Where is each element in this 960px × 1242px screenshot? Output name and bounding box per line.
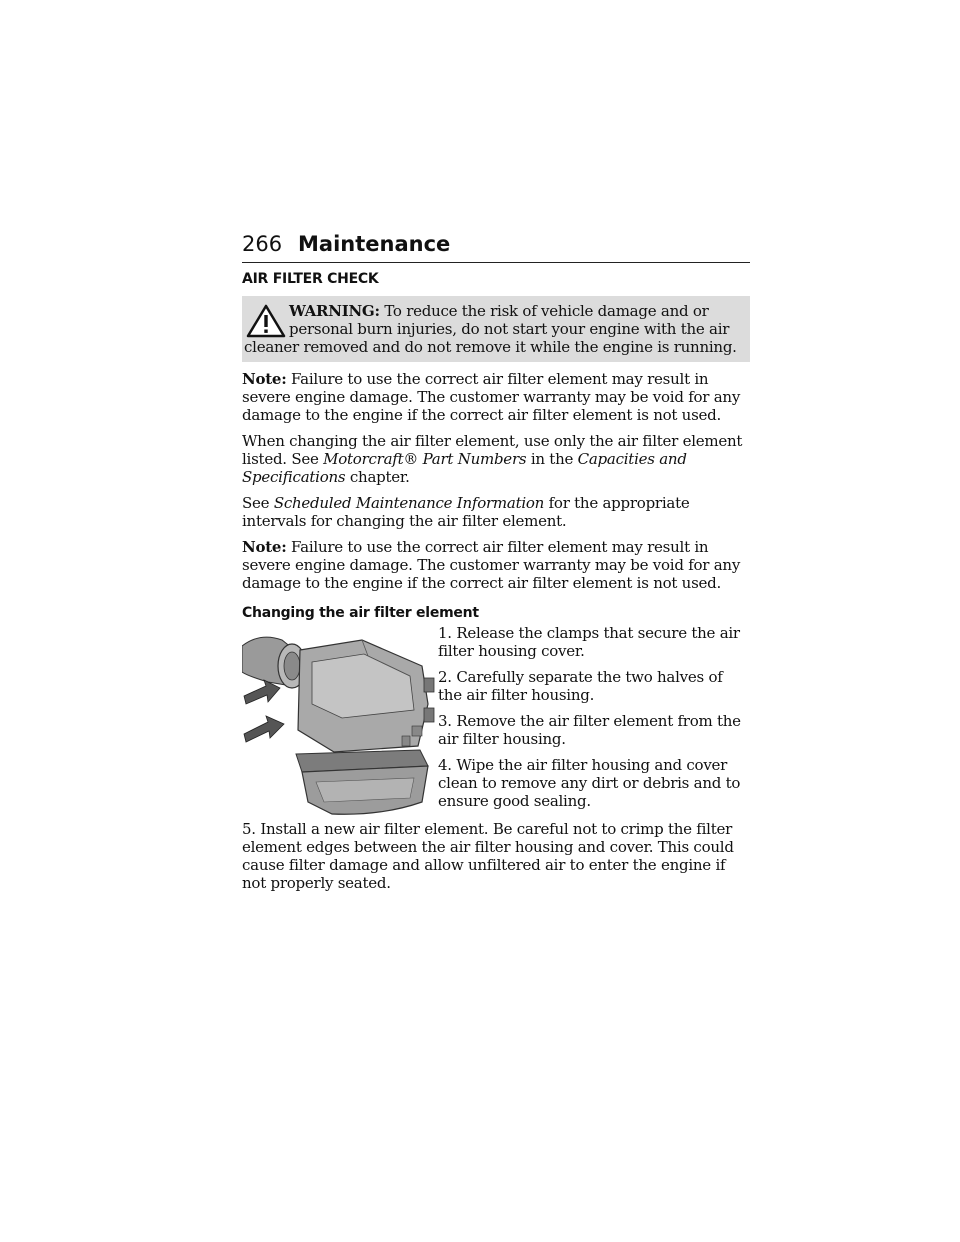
subsection-title: Changing the air filter element bbox=[242, 605, 479, 621]
paragraph-changing bbox=[242, 432, 750, 486]
paragraph-changing-text-1: When changing the air filter element, use only the air filter element listed. See bbox=[242, 432, 743, 468]
link-capacities-specifications: Capacities and Specifications bbox=[242, 450, 687, 486]
note-1 bbox=[242, 370, 750, 424]
link-motorcraft-part-numbers: Motorcraft® Part Numbers bbox=[323, 450, 527, 468]
page-header bbox=[242, 230, 750, 263]
section-title: AIR FILTER CHECK bbox=[242, 271, 379, 287]
steps-list bbox=[438, 624, 750, 818]
link-scheduled-maintenance: Scheduled Maintenance Information bbox=[273, 494, 545, 512]
step-3: 3. Remove the air filter element from the air filter housing. bbox=[438, 712, 741, 748]
paragraph-see bbox=[242, 494, 750, 530]
warning-line-2: personal burn injuries, do not start your engine with the air bbox=[289, 320, 730, 338]
note-2-text: Failure to use the correct air filter element may result in severe engine damage. The customer warranty may be void for any damage to the engine if the correct air filter element is not used. bbox=[242, 538, 741, 592]
warning-triangle-icon bbox=[246, 304, 286, 338]
air-filter-housing-illustration bbox=[242, 626, 438, 818]
chapter-title: Maintenance bbox=[298, 232, 451, 256]
step-4: 4. Wipe the air filter housing and cover clean to remove any dirt or debris and to ensure good sealing. bbox=[438, 756, 741, 810]
note-2 bbox=[242, 538, 750, 592]
steps-section bbox=[242, 624, 750, 824]
paragraph-see-text-1: See bbox=[242, 494, 274, 512]
paragraph-changing-text-3: chapter. bbox=[345, 468, 410, 486]
warning-box bbox=[242, 296, 750, 362]
page-number: 266 bbox=[242, 232, 283, 256]
note-2-label: Note: bbox=[242, 538, 287, 556]
warning-line-1 bbox=[242, 302, 744, 320]
warning-line-3: cleaner removed and do not remove it while the engine is running. bbox=[244, 338, 737, 356]
warning-text-1: To reduce the risk of vehicle damage and or bbox=[384, 302, 709, 320]
note-1-text: Failure to use the correct air filter element may result in severe engine damage. The customer warranty may be void for any damage to the engine if the correct air filter element is not used. bbox=[242, 370, 741, 424]
step-1: 1. Release the clamps that secure the air filter housing cover. bbox=[438, 624, 740, 660]
step-5: 5. Install a new air filter element. Be careful not to crimp the filter element edges between the air filter housing and cover. This could cause filter damage and allow unfiltered air to enter the engine if not properly seated. bbox=[242, 820, 734, 892]
paragraph-changing-text-2: in the bbox=[526, 450, 578, 468]
warning-label: WARNING: bbox=[289, 302, 380, 320]
step-2: 2. Carefully separate the two halves of the air filter housing. bbox=[438, 668, 723, 704]
page-content bbox=[242, 270, 750, 900]
note-1-label: Note: bbox=[242, 370, 287, 388]
paragraph-see-text-2: for the appropriate intervals for changing the air filter element. bbox=[242, 494, 690, 530]
